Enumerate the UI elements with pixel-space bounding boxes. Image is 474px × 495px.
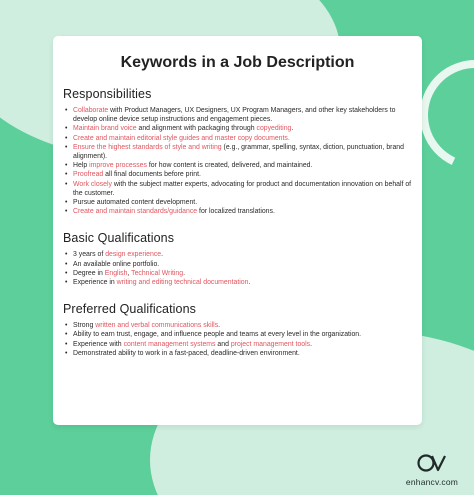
item-text: An available online portfolio. — [73, 260, 160, 268]
enhancv-logo-icon — [417, 450, 447, 476]
section-heading: Responsibilities — [63, 87, 152, 101]
keyword-highlight: Work closely — [73, 180, 112, 188]
section-responsibilities — [63, 87, 412, 216]
keyword-highlight: Collaborate — [73, 107, 109, 114]
item-text: and alignment with packaging through — [136, 125, 257, 133]
section-preferred-qualifications — [63, 302, 412, 358]
item-text: . — [248, 279, 251, 287]
keyword-highlight: Proofread — [73, 171, 104, 179]
list-item — [63, 143, 412, 161]
item-text: with the subject matter experts, advocating for product and documentation innovation on behalf of the customer. — [73, 180, 412, 197]
item-text: . — [218, 322, 221, 330]
logo-text: enhancv.com — [405, 477, 459, 487]
keyword-highlight: writing and editing technical documentation — [116, 279, 249, 287]
list-item — [63, 340, 412, 349]
section-basic-qualifications — [63, 231, 412, 287]
enhancv-logo[interactable] — [402, 450, 462, 490]
keyword-highlight: Maintain brand voice — [73, 125, 137, 133]
list-item — [63, 269, 412, 278]
item-text: Pursue automated content development. — [73, 199, 198, 207]
item-text: , — [127, 269, 132, 277]
keyword-highlight: improve processes — [89, 162, 147, 170]
keyword-highlight: Ensure the highest standards of style and writing — [73, 143, 222, 151]
keyword-highlight: content management systems — [123, 340, 216, 348]
keyword-highlight: Create and maintain editorial style guides and master copy documents. — [73, 134, 290, 142]
section-heading: Basic Qualifications — [63, 231, 175, 246]
item-text: . — [183, 269, 186, 277]
keyword-highlight: written and verbal communications skills — [95, 322, 219, 330]
item-text: Experience with — [73, 340, 124, 348]
list-item — [63, 349, 412, 358]
list-item — [63, 278, 412, 287]
bullet-list — [63, 106, 412, 216]
item-text: with Product Managers, UX Designers, UX Program Managers, and other key stakeholders to develop online device setup instructions and engagement pieces. — [73, 107, 396, 124]
item-text: 3 years of — [73, 251, 106, 259]
bullet-list — [63, 250, 412, 287]
list-item — [63, 161, 412, 170]
page-title: Keywords in a Job Description — [120, 54, 355, 71]
keyword-highlight: English — [104, 269, 128, 277]
list-item — [63, 134, 412, 143]
item-text: Help — [73, 162, 90, 170]
keyword-highlight: copyediting — [256, 125, 292, 133]
item-text: all final documents before print. — [103, 171, 201, 179]
item-text: Ability to earn trust, engage, and influence people and teams at every level in the organization. — [73, 331, 362, 339]
item-text: . — [310, 340, 313, 348]
keyword-highlight: design experience — [105, 251, 162, 259]
item-text: for how content is created, delivered, and maintained. — [146, 162, 313, 170]
list-item — [63, 250, 412, 259]
item-text: Degree in — [73, 269, 105, 277]
keyword-highlight: Technical Writing — [131, 269, 184, 277]
list-item — [63, 321, 412, 330]
keyword-highlight: project management tools — [230, 340, 311, 348]
content-card — [53, 36, 422, 425]
list-item — [63, 260, 412, 269]
bullet-list — [63, 321, 412, 358]
list-item — [63, 180, 412, 198]
item-text: . — [291, 125, 294, 133]
item-text: Experience in — [73, 279, 117, 287]
list-item — [63, 170, 412, 179]
item-text: (e.g., grammar, spelling, syntax, diction, punctuation, brand alignment). — [73, 143, 404, 161]
list-item — [63, 198, 412, 207]
list-item — [63, 124, 412, 133]
keyword-highlight: Create and maintain standards/guidance — [73, 208, 198, 216]
section-heading: Preferred Qualifications — [63, 302, 197, 317]
item-text: Demonstrated ability to work in a fast-paced, deadline-driven environment. — [73, 349, 300, 357]
item-text: for localized translations. — [197, 208, 275, 216]
item-text: . — [161, 251, 164, 259]
list-item — [63, 330, 412, 339]
item-text: Strong — [73, 322, 96, 330]
list-item — [63, 106, 412, 124]
list-item — [63, 207, 412, 216]
item-text: and — [215, 340, 231, 348]
